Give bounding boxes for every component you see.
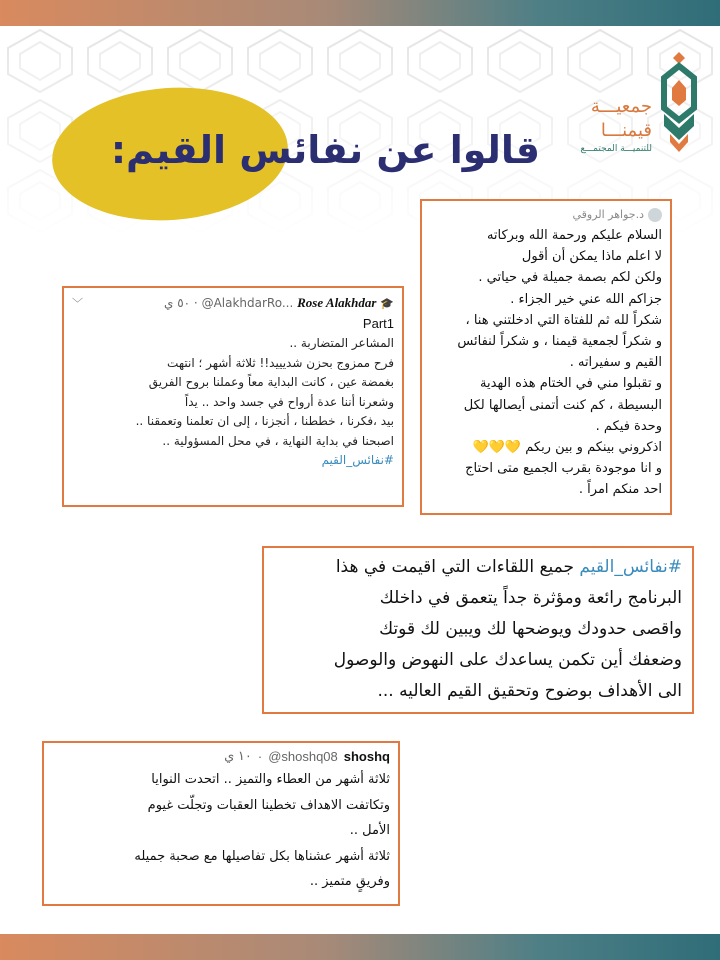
text-line: وتكاتفت الاهداف تخطينا العقبات وتجلّت غيوم [147, 797, 390, 813]
text-line: و تقبلوا مني في الختام هذه الهدية [480, 376, 662, 392]
author-name: د.جواهر الروقي [572, 208, 644, 221]
text-line: البسيطة ، كم كنت أتمنى أيصالها لكل [463, 397, 662, 413]
testimonial-card-jawaher [420, 199, 672, 515]
yellow-heart-icon: 💛💛💛 [472, 440, 522, 456]
text-line: و انا موجودة بقرب الجميع متى احتاج [465, 461, 662, 477]
text-line: و شكراً لجمعية قيمنا ، و شكراً لنفائس [457, 334, 662, 350]
text-line: فرح ممزوج بحزن شديييد!! ثلاثة أشهر ؛ انتهت [167, 355, 394, 370]
user-handle[interactable]: @AlakhdarRo... [201, 296, 294, 310]
text-line: الى الأهداف بوضوح وتحقيق القيم العاليه ... [377, 681, 682, 701]
text-line: ثلاثة أشهر من العطاء والتميز .. اتحدت النوايا [151, 772, 390, 787]
text-line: القيم و سفيراته . [569, 355, 662, 371]
text-line: السلام عليكم ورحمة الله وبركاته [486, 228, 662, 243]
text-line: ثلاثة أشهر عشناها بكل تفاصيلها مع صحبة جميله [134, 848, 390, 864]
bottom-decorative-bar [0, 934, 720, 960]
hashtag-link[interactable]: #نفائس_القيم [579, 557, 682, 577]
separator-dot: · [257, 748, 263, 764]
text-line: البرنامج رائعة ومؤثرة جداً يتعمق في داخلك [379, 588, 682, 608]
testimonial-text [272, 552, 682, 707]
text-line: لا اعلم ماذا يمكن أن أقول [521, 249, 662, 265]
tweet-card-rose [62, 286, 404, 507]
text-line: واقصى حدودك ويوضحها لك ويبين لك قوتك [379, 619, 682, 639]
tweet-header [72, 292, 394, 314]
top-decorative-bar [0, 0, 720, 26]
text-line: ولكن لكم بصمة جميلة في حياتي . [478, 270, 662, 286]
user-display-name[interactable]: Rose Alakhdar [297, 295, 377, 310]
logo-text-tagline: للتنميـــة المجتمـــع [580, 144, 652, 154]
text-line: بيد ،فكرنا ، خططنا ، أنجزنا ، إلى ان تعلمنا وتعمقنا .. [135, 414, 394, 428]
logo-text-line2: قيمنـــا [600, 120, 652, 141]
logo-text-line1: جمعيـــة [590, 96, 652, 117]
text-line: وضعفك أين تكمن يساعدك على النهوض والوصول [333, 650, 682, 670]
text-line: جزاكم الله عني خير الجزاء . [510, 291, 662, 307]
tweet-text [48, 767, 390, 895]
text-line [272, 552, 682, 583]
tweet-author-block [164, 295, 394, 311]
text-line: شكراً لله ثم للفتاة التي ادخلتني هنا ، [465, 312, 662, 328]
tweet-time: ٥٠ ي [163, 296, 191, 310]
page-title: قالوا عن نفائس القيم: [110, 128, 540, 172]
text-line: المشاعر المتضاربة .. [289, 336, 394, 350]
tweet-text [72, 334, 394, 471]
separator-dot: · [193, 296, 198, 310]
testimonial-text [428, 225, 662, 501]
text-fragment: جميع اللقاءات التي اقيمت في هذا [335, 557, 580, 577]
part-label: Part1 [362, 316, 394, 331]
text-line: بغمضة عين ، كانت البداية معاً وعملنا بروح الفريق [148, 375, 394, 389]
organization-logo [540, 48, 704, 158]
hashtag-link[interactable]: #نفائس_القيم [321, 453, 394, 467]
text-line [428, 437, 662, 458]
user-display-name[interactable]: shoshq [343, 748, 390, 764]
hearts-line-text: اذكروني بينكم و بين ربكم [525, 440, 662, 456]
text-line: وحدة فيكم . [595, 418, 662, 434]
tweet-header [48, 745, 390, 767]
text-line: وفريقٍ متميز .. [309, 874, 390, 889]
text-line: احد منكم امراً . [578, 482, 662, 498]
qiimna-logo-mark-icon [654, 48, 704, 158]
text-line: اصبحنا في بداية النهاية ، في محل المسؤولية .. [162, 433, 394, 448]
text-line: وشعرنا أننا عدة أرواح في جسد واحد .. يداً [184, 394, 394, 409]
card-header [428, 205, 662, 225]
chevron-down-icon[interactable]: ﹀ [72, 297, 83, 310]
tweet-card-shoshq [42, 741, 400, 906]
tweet-time: ١٠ ي [224, 748, 252, 763]
user-handle[interactable]: @shoshq08 [268, 748, 338, 764]
graduation-cap-icon: 🎓 [380, 297, 394, 310]
text-line: الأمل .. [349, 823, 390, 838]
testimonial-card-hashtag [262, 546, 694, 714]
avatar-icon [648, 208, 662, 222]
